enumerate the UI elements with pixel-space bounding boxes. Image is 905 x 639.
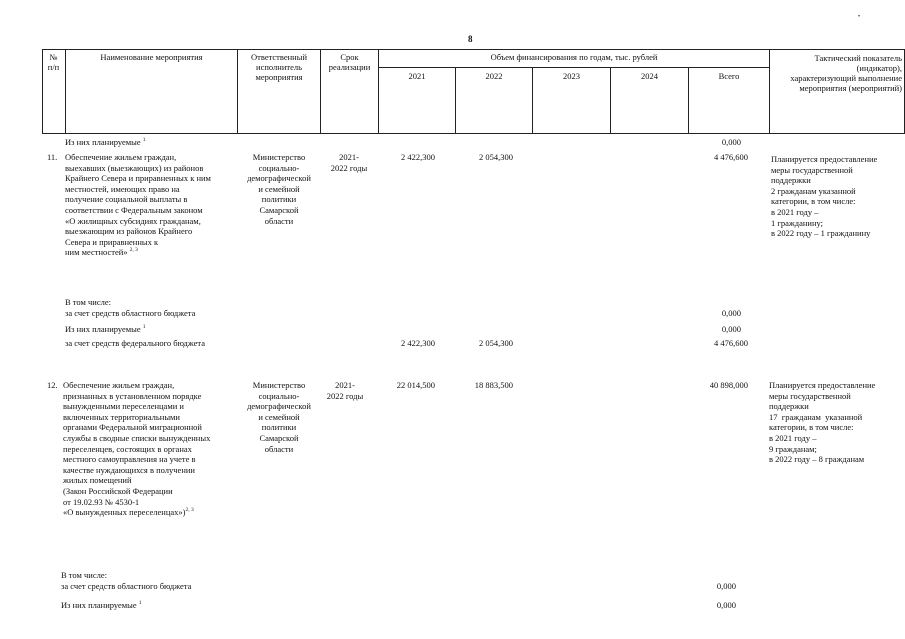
header-year-2023: 2023 xyxy=(563,71,580,81)
item-11-number: 11. xyxy=(47,152,58,162)
header-total: Всего xyxy=(718,71,740,81)
item-12-regional-label: за счет средств областного бюджета xyxy=(61,581,192,591)
item-11-federal-total: 4 476,600 xyxy=(714,338,748,348)
item-11-federal-2022: 2 054,300 xyxy=(479,338,513,348)
header-responsible: Ответственный исполнитель мероприятия xyxy=(251,52,307,82)
item-12-name: Обеспечение жильем граждан, признанных в установленном порядке вынужденными переселенцами и включенных территориальными органами Федеральной миграционной службы в сводные списки вынужденных переселенцев, состоящих в органах местного самоуправления на учете в качестве нуждающихся в получении жилых помещений (Закон Российской Федерации от 19.02.93 № 4530-1 «О вынужденных переселенцах»)$^{2, 3}$ xyxy=(63,380,211,518)
item-12-planned-total: 0,000 xyxy=(716,600,736,610)
item-12-regional-total: 0,000 xyxy=(716,581,736,591)
header-year-2022: 2022 xyxy=(485,71,503,81)
item-11-regional-label: за счет средств областного бюджета xyxy=(65,308,196,318)
header-funding: Объем финансирования по годам, тыс. рублей xyxy=(490,52,658,62)
header-num: № п/п xyxy=(47,52,60,72)
item-12-planned-label: Из них планируемые $^1$ xyxy=(61,600,142,610)
item-12-2021: 22 014,500 xyxy=(396,380,435,390)
item-11-2021: 2 422,300 xyxy=(401,152,435,162)
header-name: Наименование мероприятия xyxy=(100,52,203,62)
header-period: Срок реализации xyxy=(328,52,371,72)
item-12-period: 2021- 2022 годы xyxy=(326,380,364,401)
item-12-total: 40 898,000 xyxy=(709,380,748,390)
item-12-sub-title: В том числе: xyxy=(61,570,107,580)
top-planned-label: Из них планируемые $^1$ xyxy=(65,137,146,147)
scan-dot-mark: • xyxy=(858,14,861,20)
item-11-responsible: Министерство социально- демографической и семейной политики Самарской области xyxy=(247,152,311,226)
item-12-responsible: Министерство социально- демографической и семейной политики Самарской области xyxy=(247,380,311,454)
header-indicator: Тактический показатель (индикатор), характеризующий выполнение мероприятия (мероприятий) xyxy=(790,53,902,93)
item-12-2022: 18 883,500 xyxy=(474,380,513,390)
item-12-indicator: Планируется предоставление меры государственной поддержки 17 гражданам указанной категории, в том числе: в 2021 году – 9 гражданам; в 2022 году – 8 гражданам xyxy=(769,380,876,465)
item-11-total: 4 476,600 xyxy=(714,152,748,162)
item-11-federal-label: за счет средств федерального бюджета xyxy=(65,338,206,348)
item-11-name: Обеспечение жильем граждан, выехавших (выезжающих) из районов Крайнего Севера и приравненных к ним местностей, имеющих право на получение социальной выплаты в соответствии с Федеральным законом «О жилищных субсидиях гражданам, выезжающим из районов Крайнего Севера и приравненных к ним местностей» $^{2, 3}$ xyxy=(65,152,211,258)
item-11-planned-label: Из них планируемые $^1$ xyxy=(65,324,146,334)
page-number: 8 xyxy=(468,34,473,44)
item-11-indicator: Планируется предоставление меры государственной поддержки 2 гражданам указанной категории, в том числе: в 2021 году – 1 гражданину; в 2022 году – 1 гражданину xyxy=(771,154,878,239)
item-11-federal-2021: 2 422,300 xyxy=(401,338,435,348)
header-top-rule xyxy=(42,49,905,50)
item-11-sub-title: В том числе: xyxy=(65,297,111,307)
header-year-2024: 2024 xyxy=(641,71,658,81)
header-bottom-rule xyxy=(42,133,905,134)
top-planned-total: 0,000 xyxy=(721,137,741,147)
item-11-period: 2021- 2022 годы xyxy=(330,152,368,173)
years-row-rule xyxy=(379,67,770,68)
header-year-2021: 2021 xyxy=(408,71,426,81)
item-11-2022: 2 054,300 xyxy=(479,152,513,162)
item-11-regional-total: 0,000 xyxy=(721,308,741,318)
item-12-number: 12. xyxy=(47,380,58,390)
item-11-planned-total: 0,000 xyxy=(721,324,741,334)
